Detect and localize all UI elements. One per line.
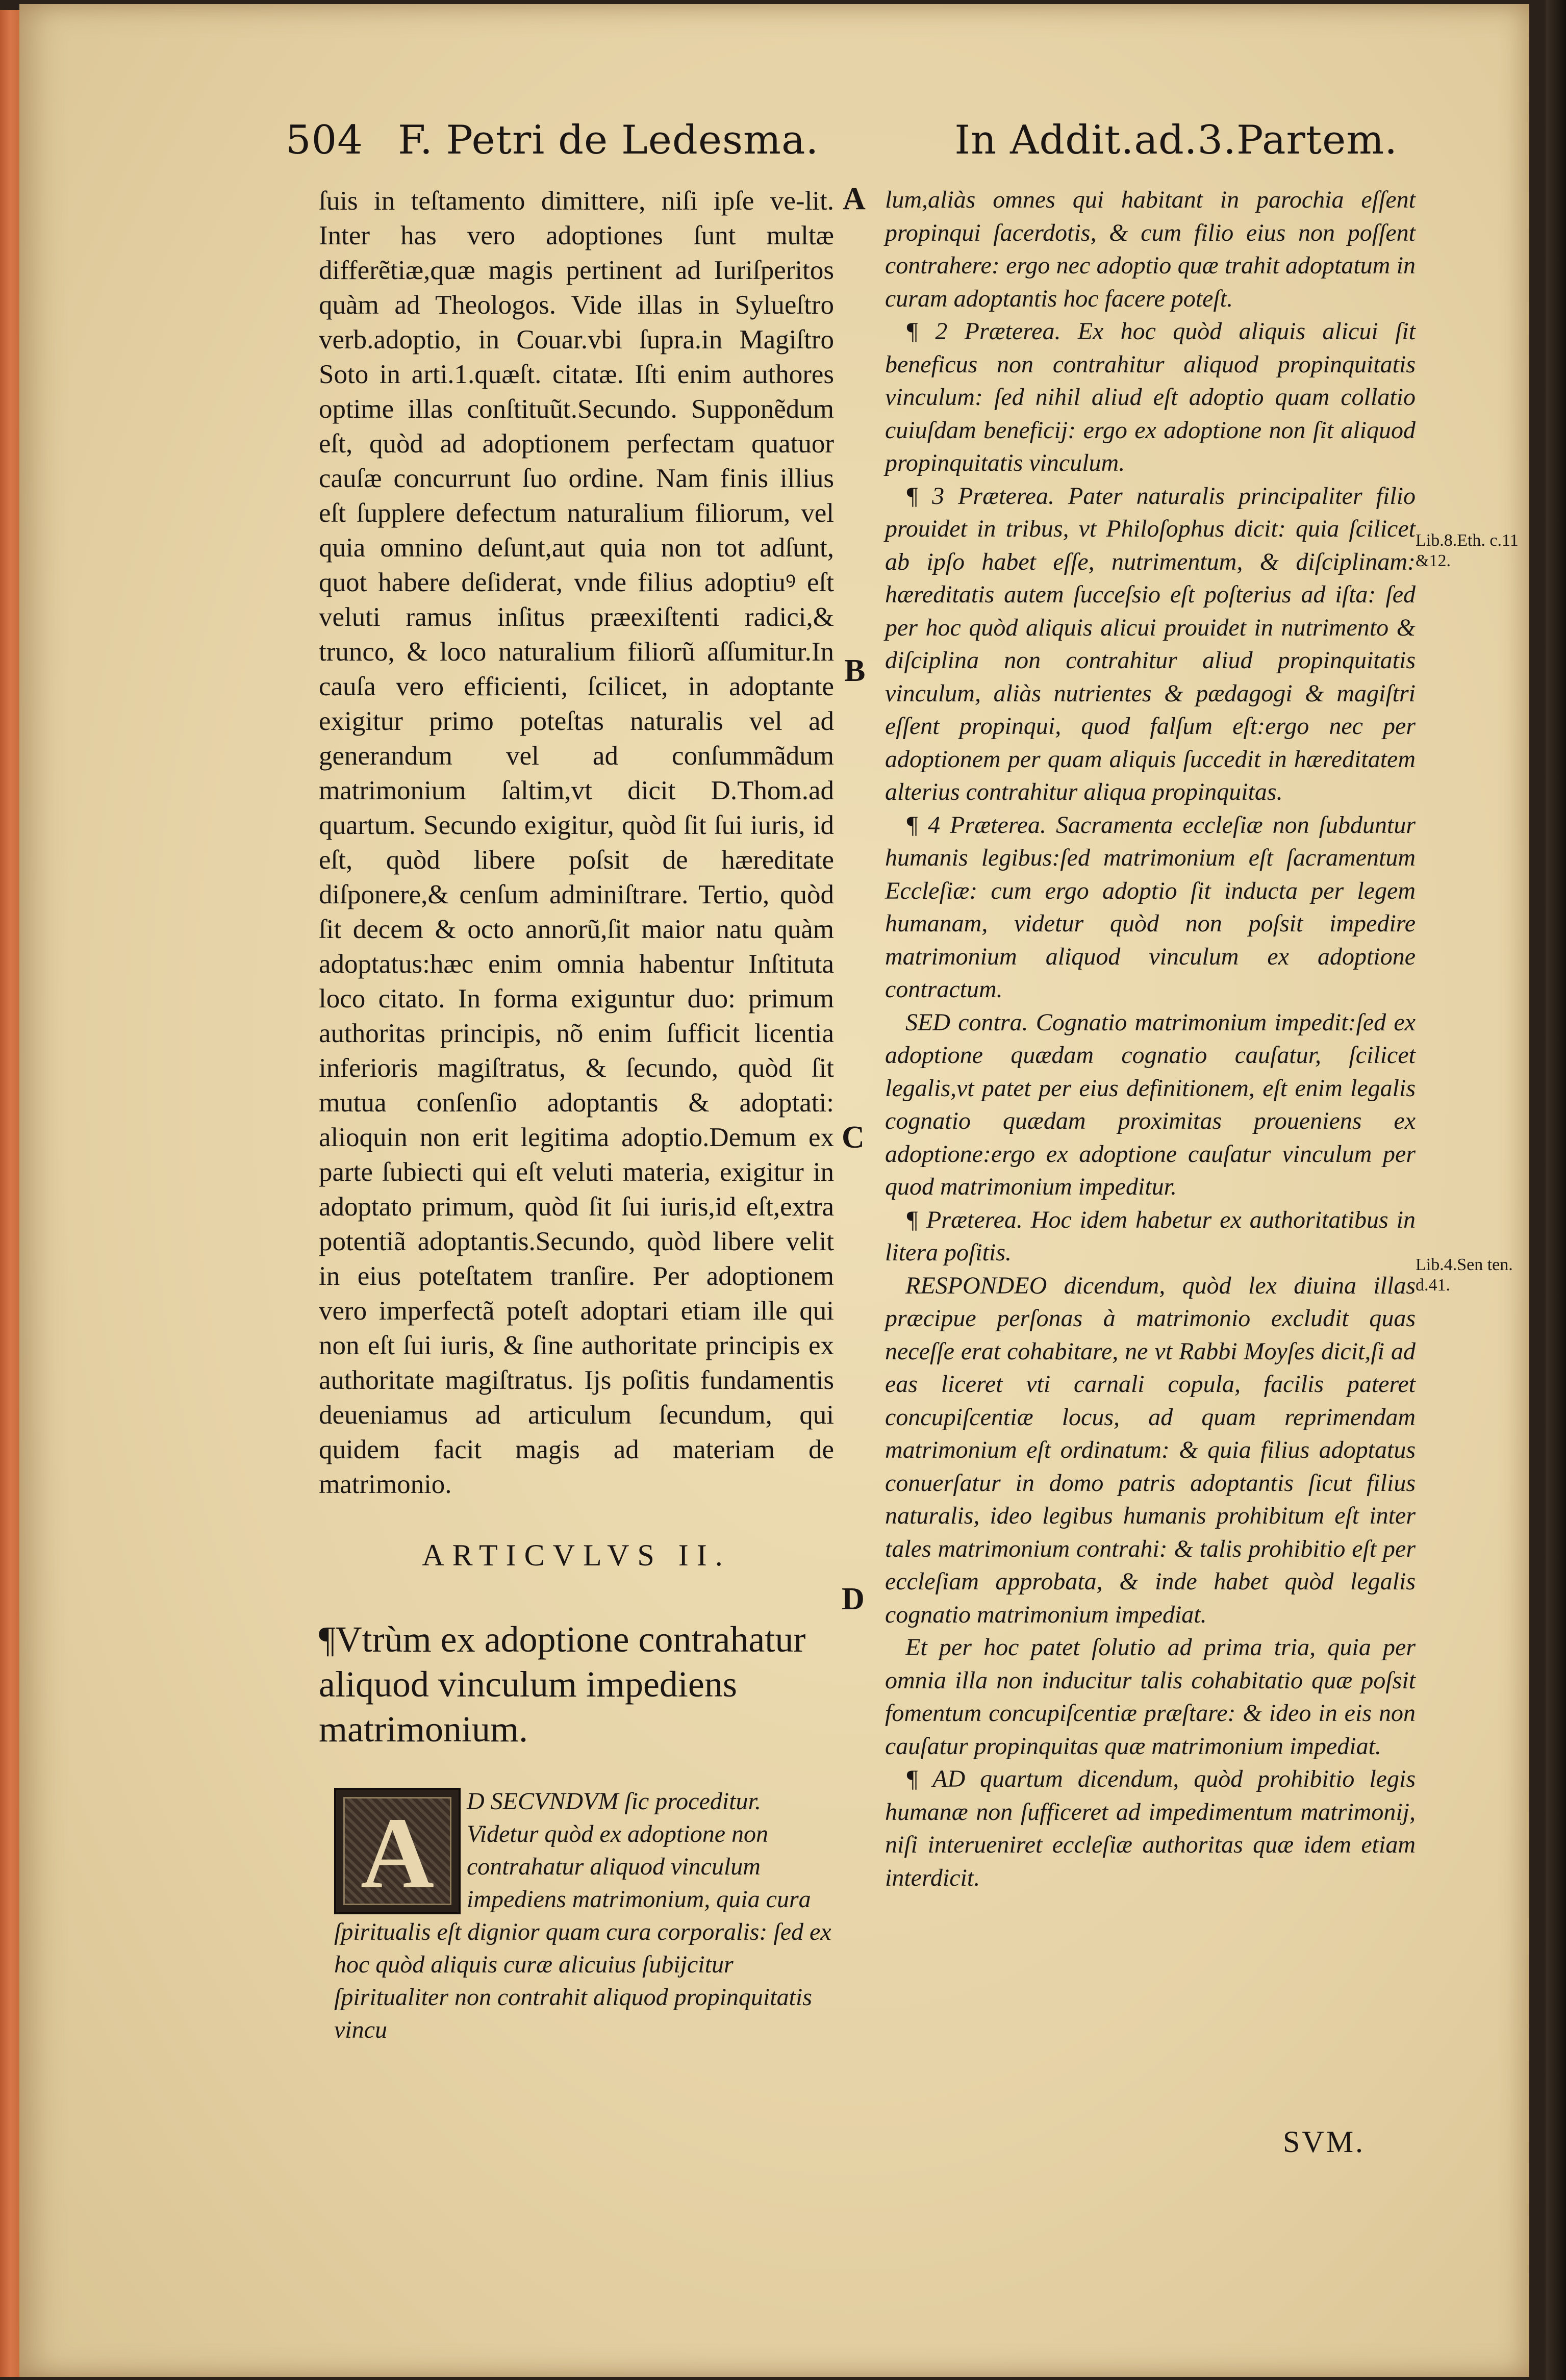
- initial-letter: A: [360, 1797, 435, 1910]
- book-spine: [1546, 0, 1566, 2380]
- paragraph-sed-contra: SED contra. Cognatio matrimonium impedit:ſed ex adoptione quædam cognatio cauſatur, ſcilicet legalis,vt patet per eius definitionem, eſt enim legalis cognatio quædam proximitas proueniens ex adoptione:ergo ex adoptione cauſatur vinculum per quod matrimonium impeditur.: [885, 1008, 1416, 1200]
- margin-note-ethics: Lib.8.Eth. c.11 &12.: [1416, 531, 1519, 570]
- section-letter-d: D: [842, 1582, 865, 1616]
- right-column: [885, 184, 1416, 1894]
- section-letter-c: C: [842, 1120, 865, 1155]
- catchword: SVM.: [1283, 2125, 1366, 2159]
- article-question: ¶Vtrùm ex adoptione contrahatur aliquod vinculum impediens matrimonium.: [319, 1619, 806, 1750]
- paragraph-4: ¶ 4 Præterea. Sacramenta eccleſiæ non ſubduntur humanis legibus:ſed matrimonium eſt ſacramentum Eccleſiæ: cum ergo adoptio ſit inducta per legem humanam, videtur quòd non poſsit impedire matrimonium aliquod vinculum ex adoptione contractum.: [885, 811, 1416, 1003]
- article-answer: [334, 1785, 834, 2046]
- left-column: [319, 184, 834, 1502]
- paragraph-3: ¶ 3 Præterea. Pater naturalis principaliter filio prouidet in tribus, vt Philoſophus dicit: quia ſcilicet ab ipſo habet eſſe, nutrimentum, & diſciplinam: hæreditatis autem ſucceſsio eſt poſterius ad iſta: ſed per hoc quòd aliquis alicui prouidet in nutrimento & diſciplina non contrahitur aliud propinquitatis vinculum, aliàs nutrientes & pædagogi & magiſtri eſſent propinqui, quod falſum eſt:ergo nec per adoptionem per quam aliquis ſuccedit in hæreditatem alterius contrahitur aliqua propinquitas.: [885, 482, 1416, 805]
- running-head: [286, 117, 1398, 163]
- answer-text: D SECVNDVM ſic proceditur. Videtur quòd ex adoptione non contrahatur aliquod vinculum impediens matrimonium, quia cura ſpiritualis eſt dignior quam cura corporalis: ſed ex hoc quòd aliquis curæ alicuius ſubijcitur ſpiritualiter non contrahit aliquod propinquitatis vincu: [334, 1788, 831, 2043]
- paragraph-2: ¶ 2 Præterea. Ex hoc quòd aliquis alicui ſit beneficus non contrahitur aliquod propinquitatis vinculum: ſed nihil aliud eſt adoptio quam collatio cuiuſdam beneficij: ergo ex adoptione non ſit aliquod propinquitatis vinculum.: [885, 318, 1416, 476]
- page-edge: [0, 10, 20, 2377]
- initial-spacer: [334, 1785, 467, 1910]
- paragraph-respondeo: RESPONDEO dicendum, quòd lex diuina illas præcipue perſonas à matrimonio excludit quas neceſſe erat cohabitare, ne vt Rabbi Moyſes dicit,ſi ad eas liceret vti carnali copula, facilis pateret concupiſcentiæ locus, ad quam reprimendam matrimonium eſt ordinatum: & quia filius adoptatus conuerſatur in domo patris adoptantis ſicut filius naturalis, ideo legibus humanis prohibitum eſt inter tales matrimonium contrahi: & talis prohibitio eſt per eccleſiam approbata, & inde habet quòd legalis cognatio matrimonium impediat.: [885, 1272, 1416, 1628]
- section-letter-a: A: [843, 182, 866, 216]
- running-title-right: In Addit.ad.3.Partem.: [954, 117, 1398, 163]
- article-title: ARTICVLVS II.: [422, 1538, 731, 1572]
- running-title-left: F. Petri de Ledesma.: [398, 117, 819, 163]
- paragraph-ad-quartum: ¶ AD quartum dicendum, quòd prohibitio legis humanæ non ſufficeret ad impedimentum matrimonij, niſi interueniret eccleſiæ authoritas quæ idem etiam interdicit.: [885, 1765, 1416, 1891]
- paragraph-praeterea: ¶ Præterea. Hoc idem habetur ex authoritatibus in litera poſitis.: [885, 1206, 1416, 1266]
- margin-note-sententiae: Lib.4.Sen ten. d.41.: [1416, 1255, 1513, 1295]
- page-number: 504: [286, 117, 363, 163]
- left-column-text: ſuis in teſtamento dimittere, niſi ipſe ve-lit. Inter has vero adoptiones ſunt multæ differẽtiæ,quæ magis pertinent ad Iuriſperitos quàm ad Theologos. Vide illas in Sylueſtro verb.adoptio, in Couar.vbi ſupra.in Magiſtro Soto in arti.1.quæſt. citatæ. Iſti enim authores optime illas conſtituũt.Secundo. Supponẽdum eſt, quòd ad adoptionem perfectam quatuor cauſæ concurrunt ſuo ordine. Nam finis illius eſt ſupplere defectum naturalium filiorum, vel quia omnino deſunt,aut quia non tot adſunt, quot habere deſiderat, vnde filius adoptiuꝰ eſt veluti ramus inſitus præexiſtenti radici,& trunco, & loco naturalium filiorũ aſſumitur.In cauſa vero efficienti, ſcilicet, in adoptante exigitur primo poteſtas naturalis vel ad generandum vel ad conſummãdum matrimonium ſaltim,vt dicit D.Thom.ad quartum. Secundo exigitur, quòd ſit ſui iuris, id eſt, quòd libere poſsit de hæreditate diſponere,& cenſum adminiſtrare. Tertio, quòd ſit decem & octo annorũ,ſit maior natu quàm adoptatus:hæc enim omnia habentur Inſtituta loco citato. In forma exiguntur duo: primum authoritas principis, nõ enim ſufficit licentia inferioris magiſtratus, & ſecundo, quòd ſit mutua conſenſio adoptantis & adoptati: alioquin non erit legitima adoptio.Demum ex parte ſubiecti qui eſt veluti materia, exigitur in adoptato primum, quòd ſit ſui iuris,id eſt,extra potentiã adoptantis.Secundo, quòd libere velit in eius poteſtatem tranſire. Per adoptionem vero imperfectã poteſt adoptari etiam ille qui non eſt ſui iuris, & ſine authoritate principis ex authoritate magiſtratus. Ijs poſitis fundamentis deueniamus ad articulum ſecundum, qui quidem facit magis ad materiam de matrimonio.: [319, 186, 834, 1499]
- section-letter-b: B: [844, 653, 866, 688]
- paragraph-1: lum,aliàs omnes qui habitant in parochia eſſent propinqui ſacerdotis, & cum filio eius non poſſent contrahere: ergo nec adoptio quæ trahit adoptatum in curam adoptantis hoc facere poteſt.: [885, 186, 1416, 312]
- paragraph-solutio: Et per hoc patet ſolutio ad prima tria, quia per omnia illa non inducitur talis cohabitatio quæ poſsit fomentum concupiſcentiæ præſtare: & ideo in eis non cauſatur propinquitas quæ matrimonium impediat.: [885, 1634, 1416, 1760]
